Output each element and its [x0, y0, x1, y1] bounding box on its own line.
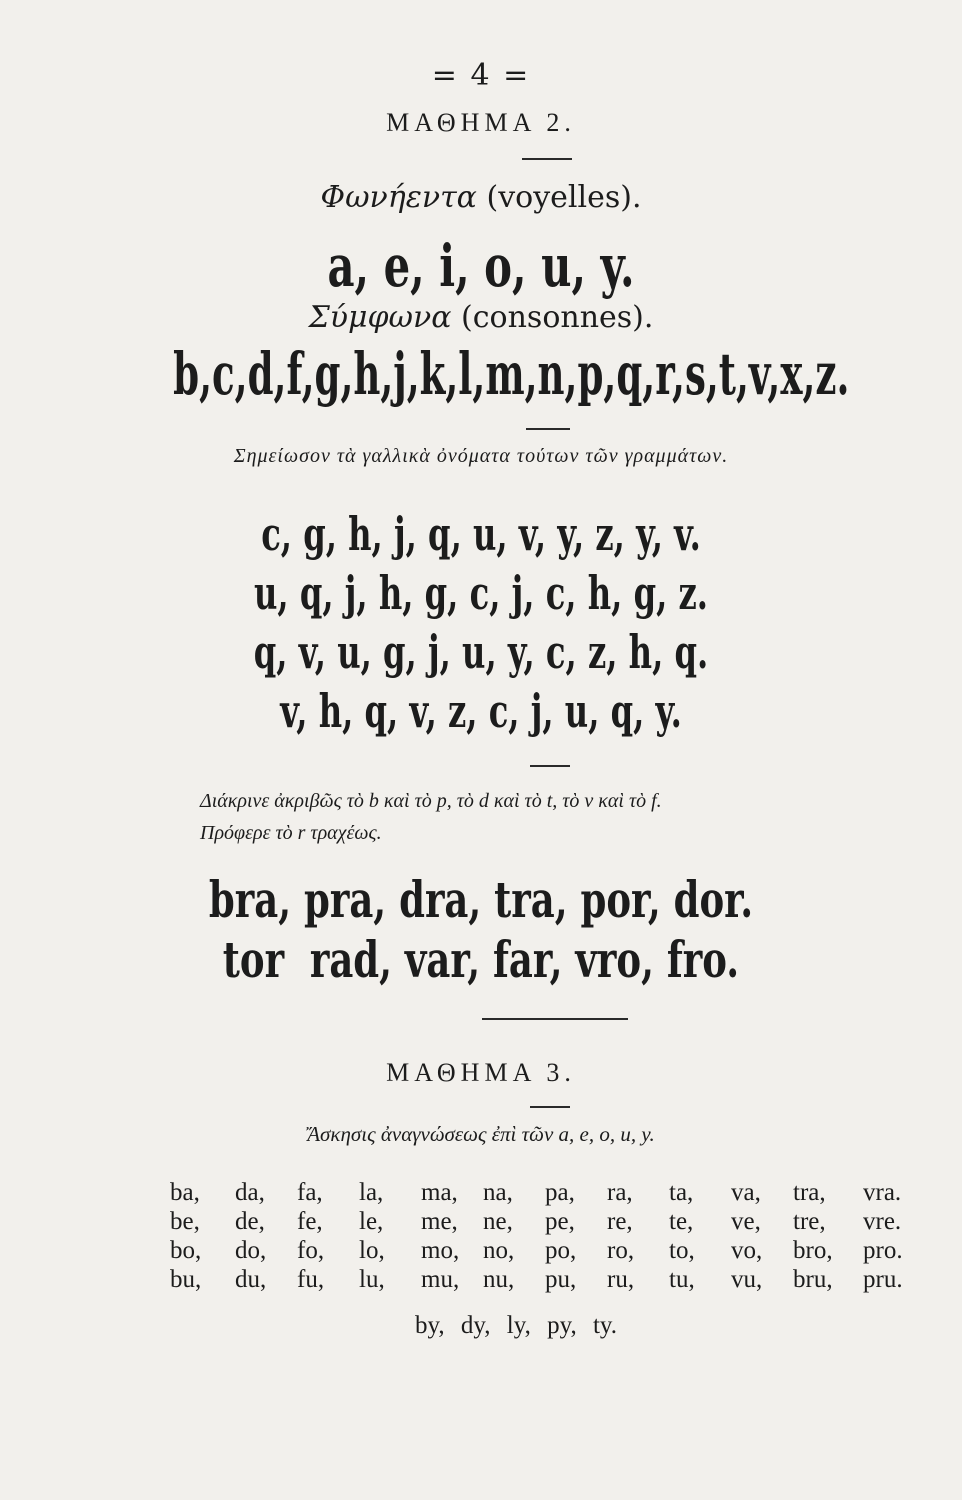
- syllable: pa,: [545, 1179, 575, 1206]
- syllable: ra,: [607, 1179, 633, 1206]
- syllable: ba,: [170, 1179, 200, 1206]
- syllable: ne,: [483, 1208, 513, 1235]
- syllable-last-row: by, dy, ly, py, ty.: [415, 1312, 618, 1339]
- exercise-heading: Ἄσκησις ἀναγνώσεως ἐπὶ τῶν a, e, o, u, y.: [307, 1122, 655, 1146]
- table-row: [170, 1265, 923, 1294]
- syllable: pu,: [545, 1266, 577, 1293]
- syllable: bro,: [793, 1237, 833, 1264]
- syllable: to,: [669, 1237, 695, 1264]
- divider: [530, 765, 570, 767]
- syllable: re,: [607, 1208, 633, 1235]
- syllable: ro,: [607, 1237, 635, 1264]
- syllable: bo,: [170, 1237, 202, 1264]
- letter-names-note: Σημείωσον τὰ γαλλικὰ ὀνόματα τούτων τῶν γραμμάτων.: [233, 445, 729, 467]
- syllable: nu,: [483, 1266, 515, 1293]
- syllable: na,: [483, 1179, 513, 1206]
- syllable: vra.: [863, 1179, 902, 1206]
- consonants-heading-french: (consonnes).: [461, 300, 654, 335]
- syllable: ma,: [421, 1179, 458, 1206]
- syllable: bu,: [170, 1266, 202, 1293]
- syllable: vo,: [731, 1237, 763, 1264]
- syllable: ta,: [669, 1179, 694, 1206]
- syllable: tu,: [669, 1266, 695, 1293]
- syllable: po,: [545, 1237, 577, 1264]
- syllable: le,: [359, 1208, 384, 1235]
- syllable: tra,: [793, 1179, 826, 1206]
- syllable: da,: [235, 1179, 265, 1206]
- syllable-line: tor rad, var, far, vro, fro.: [222, 930, 740, 989]
- table-row: [170, 1236, 923, 1265]
- consonants-heading: [0, 300, 962, 335]
- syllable: do,: [235, 1237, 267, 1264]
- syllable: de,: [235, 1208, 265, 1235]
- syllable: mo,: [421, 1237, 460, 1264]
- page-number: = 4 =: [431, 58, 531, 93]
- syllable: pe,: [545, 1208, 575, 1235]
- divider: [522, 158, 572, 160]
- syllable: la,: [359, 1179, 384, 1206]
- drill-line: q, v, u, g, j, u, y, c, z, h, q.: [253, 625, 709, 679]
- lesson-3-title: ΜΑΘΗΜΑ 3.: [386, 1058, 576, 1087]
- drill-line: u, q, j, h, g, c, j, c, h, g, z.: [254, 566, 708, 620]
- syllable: be,: [170, 1208, 200, 1235]
- syllable: vre.: [863, 1208, 902, 1235]
- syllable: mu,: [421, 1266, 460, 1293]
- vowels-heading: [0, 180, 962, 215]
- table-row: [170, 1178, 923, 1207]
- syllable: fo,: [297, 1237, 325, 1264]
- syllable: tre,: [793, 1208, 826, 1235]
- syllable: du,: [235, 1266, 267, 1293]
- vowels-heading-greek: Φωνήεντα: [320, 180, 477, 215]
- vowels-heading-french: (voyelles).: [486, 180, 642, 215]
- syllable: te,: [669, 1208, 694, 1235]
- pronounce-note: Πρόφερε τὸ r τραχέως.: [200, 822, 382, 844]
- syllable: me,: [421, 1208, 458, 1235]
- syllable: fu,: [297, 1266, 325, 1293]
- syllable: va,: [731, 1179, 761, 1206]
- divider: [526, 428, 570, 430]
- table-row: [170, 1207, 923, 1236]
- syllable: fe,: [297, 1208, 323, 1235]
- letter-drill: [0, 505, 962, 741]
- syllable-line: bra, pra, dra, tra, por, dor.: [208, 870, 754, 929]
- consonants-heading-greek: Σύμφωνα: [308, 300, 452, 335]
- distinguish-note: Διάκρινε ἀκριβῶς τὸ b καὶ τὸ p, τὸ d καὶ τὸ t, τὸ v καὶ τὸ f.: [200, 790, 662, 812]
- syllable: ve,: [731, 1208, 761, 1235]
- section-divider: [482, 1018, 628, 1020]
- vowels-line: a, e, i, o, u, y.: [327, 232, 635, 300]
- syllable: no,: [483, 1237, 515, 1264]
- syllable: lu,: [359, 1266, 385, 1293]
- syllable: pru.: [863, 1266, 903, 1293]
- syllable: bru,: [793, 1266, 833, 1293]
- lesson-2-title: ΜΑΘΗΜΑ 2.: [386, 108, 576, 137]
- syllable-table: [170, 1178, 923, 1294]
- syllable: fa,: [297, 1179, 323, 1206]
- syllable: vu,: [731, 1266, 763, 1293]
- drill-line: v, h, q, v, z, c, j, u, q, y.: [280, 684, 682, 738]
- syllable: pro.: [863, 1237, 903, 1264]
- drill-line: c, g, h, j, q, u, v, y, z, y, v.: [261, 507, 701, 561]
- syllable: lo,: [359, 1237, 385, 1264]
- syllable: ru,: [607, 1266, 635, 1293]
- consonants-line: b,c,d,f,g,h,j,k,l,m,n,p,q,r,s,t,v,x,z.: [173, 340, 850, 408]
- divider: [530, 1106, 570, 1108]
